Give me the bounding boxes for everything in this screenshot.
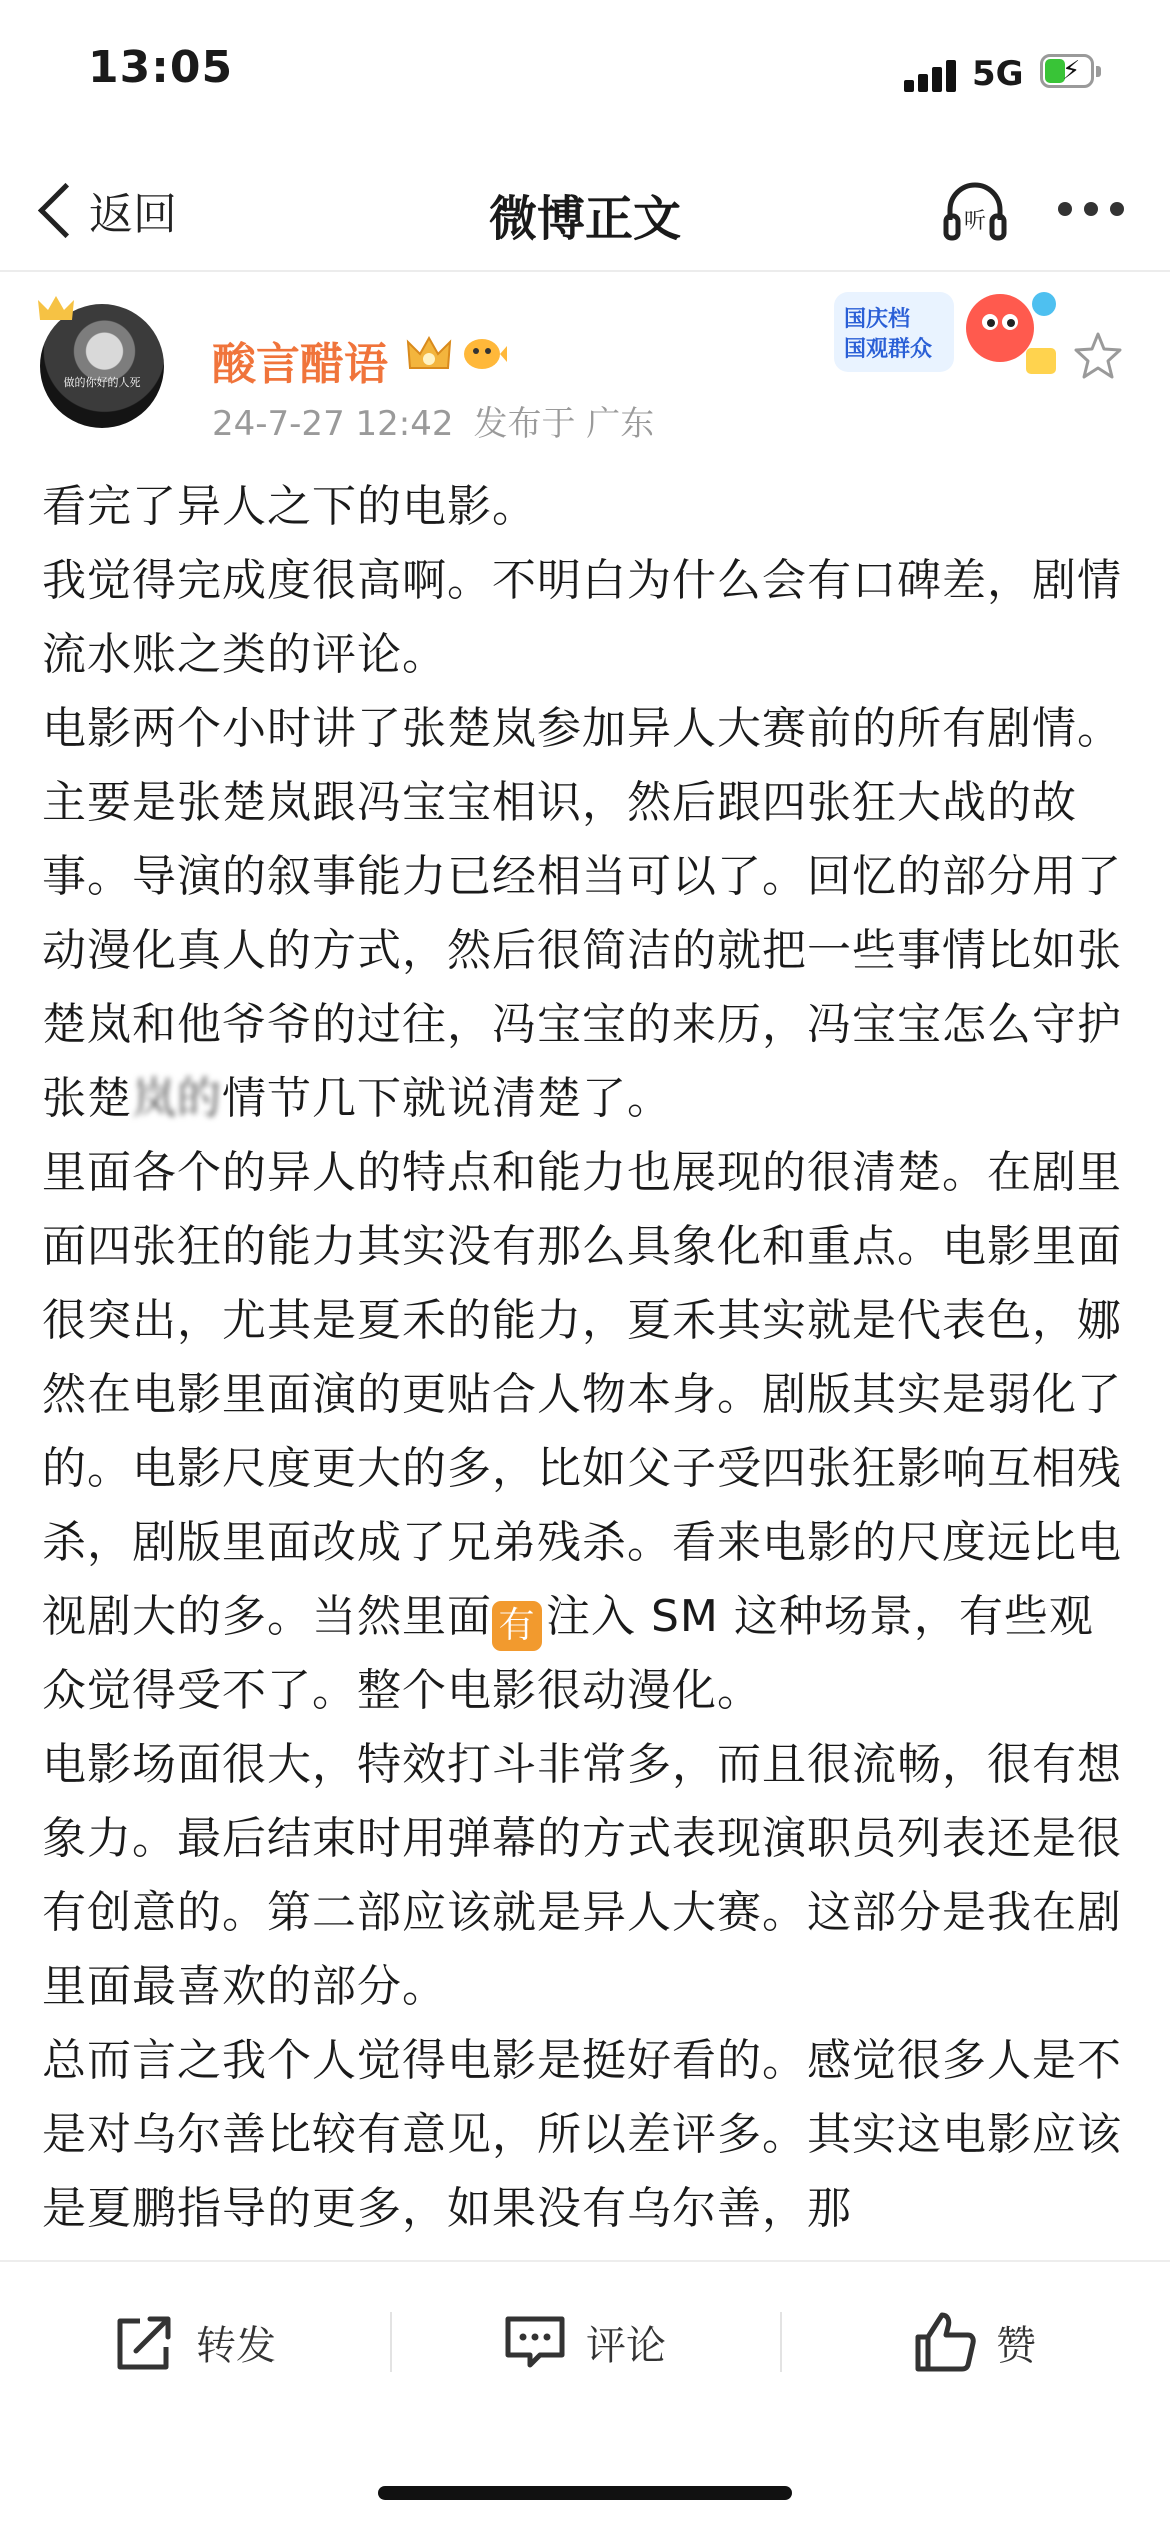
comment-icon: [500, 2307, 570, 2377]
svg-text:国庆档: 国庆档: [844, 307, 911, 332]
like-button[interactable]: [910, 2302, 1036, 2382]
nav-bar: [0, 150, 1170, 272]
repost-label: 转发: [196, 2322, 276, 2369]
blurred-text: 岚的: [132, 1073, 222, 1124]
signal-icon: [904, 58, 960, 92]
post-meta: [212, 396, 654, 445]
post-paragraph-text: 里面各个的异人的特点和能力也展现的很清楚。在剧里面四张狂的能力其实没有那么具象化和重点。电影里面很突出，尤其是夏禾的能力，夏禾其实就是代表色，娜然在电影里面演的更贴合人物本身。剧版其实是弱化了的。电影尺度更大的多，比如父子受四张狂影响互相残杀，剧版里面改成了兄弟残杀。看来电影的尺度远比电视剧大的多。当然里面: [42, 1147, 1122, 1642]
post-date: 24-7-27 12:42: [212, 404, 454, 444]
post-paragraph: 电影场面很大，特效打斗非常多，而且很流畅，很有想象力。最后结束时用弹幕的方式表现演职员列表还是很有创意的。第二部应该就是异人大赛。这部分是我在剧里面最喜欢的部分。: [42, 1739, 1122, 2012]
post-paragraph: [42, 1136, 1134, 1728]
post-body: [42, 470, 1134, 2248]
post-paragraph: [42, 692, 1134, 1136]
post-location: 发布于 广东: [473, 404, 655, 444]
more-options-button[interactable]: [1058, 202, 1128, 222]
listen-button[interactable]: [940, 176, 1010, 246]
repost-icon: [110, 2307, 180, 2377]
page-title: 微博正文: [488, 191, 681, 247]
svg-text:国观群众: 国观群众: [844, 337, 933, 362]
avatar-button[interactable]: [36, 292, 170, 426]
comment-button[interactable]: [500, 2302, 666, 2382]
divider: [390, 2312, 392, 2372]
status-bar: [0, 0, 1170, 150]
post-paragraph-text: 注入 SM 这种场景，有些观众觉得受不了。整个电影很动漫化。: [42, 1591, 1094, 1716]
thumbs-up-icon: [910, 2307, 980, 2377]
author-header: [0, 272, 1170, 462]
svg-text:听: 听: [963, 209, 987, 234]
repost-button[interactable]: [110, 2302, 276, 2382]
crown-icon: [36, 292, 76, 326]
you-emoji-icon: 有: [492, 1601, 542, 1651]
author-name[interactable]: 酸言醋语: [212, 339, 388, 390]
divider: [780, 2312, 782, 2372]
post-paragraph: 看完了异人之下的电影。: [42, 481, 537, 532]
dot-icon: [1084, 202, 1098, 216]
comment-label: 评论: [586, 2322, 666, 2369]
like-label: 赞: [996, 2322, 1036, 2369]
post-paragraph: 我觉得完成度很高啊。不明白为什么会有口碑差，剧情流水账之类的评论。: [42, 555, 1122, 680]
battery-icon: ⚡: [1040, 54, 1104, 92]
post-paragraph: 总而言之我个人觉得电影是挺好看的。感觉很多人是不是对乌尔善比较有意见，所以差评多。其实这电影应该是夏鹏指导的更多，如果没有乌尔善，那: [42, 2035, 1122, 2234]
action-bar: [0, 2260, 1170, 2422]
dot-icon: [1110, 202, 1124, 216]
festival-banner-icon[interactable]: [830, 278, 1066, 388]
avatar-caption: 做的你好的人死: [63, 376, 141, 389]
post-paragraph-text: 电影两个小时讲了张楚岚参加异人大赛前的所有剧情。主要是张楚岚跟冯宝宝相识，然后跟四张狂大战的故事。导演的叙事能力已经相当可以了。回忆的部分用了动漫化真人的方式，然后很简洁的就把一些事情比如张楚岚和他爷爷的过往，冯宝宝的来历，冯宝宝怎么守护张楚: [42, 703, 1122, 1124]
network-type: 5G: [972, 54, 1024, 94]
dot-icon: [1058, 202, 1072, 216]
home-indicator: [378, 2486, 792, 2500]
post-paragraph-text: 情节几下就说清楚了。: [222, 1073, 672, 1124]
status-time: 13:05: [88, 42, 234, 93]
headphones-icon: [940, 176, 1010, 246]
vip-crown-badge-icon[interactable]: [404, 330, 454, 376]
favorite-star-icon[interactable]: [1072, 330, 1124, 382]
fan-badge-icon[interactable]: [460, 334, 508, 374]
back-label: 返回: [89, 189, 177, 240]
